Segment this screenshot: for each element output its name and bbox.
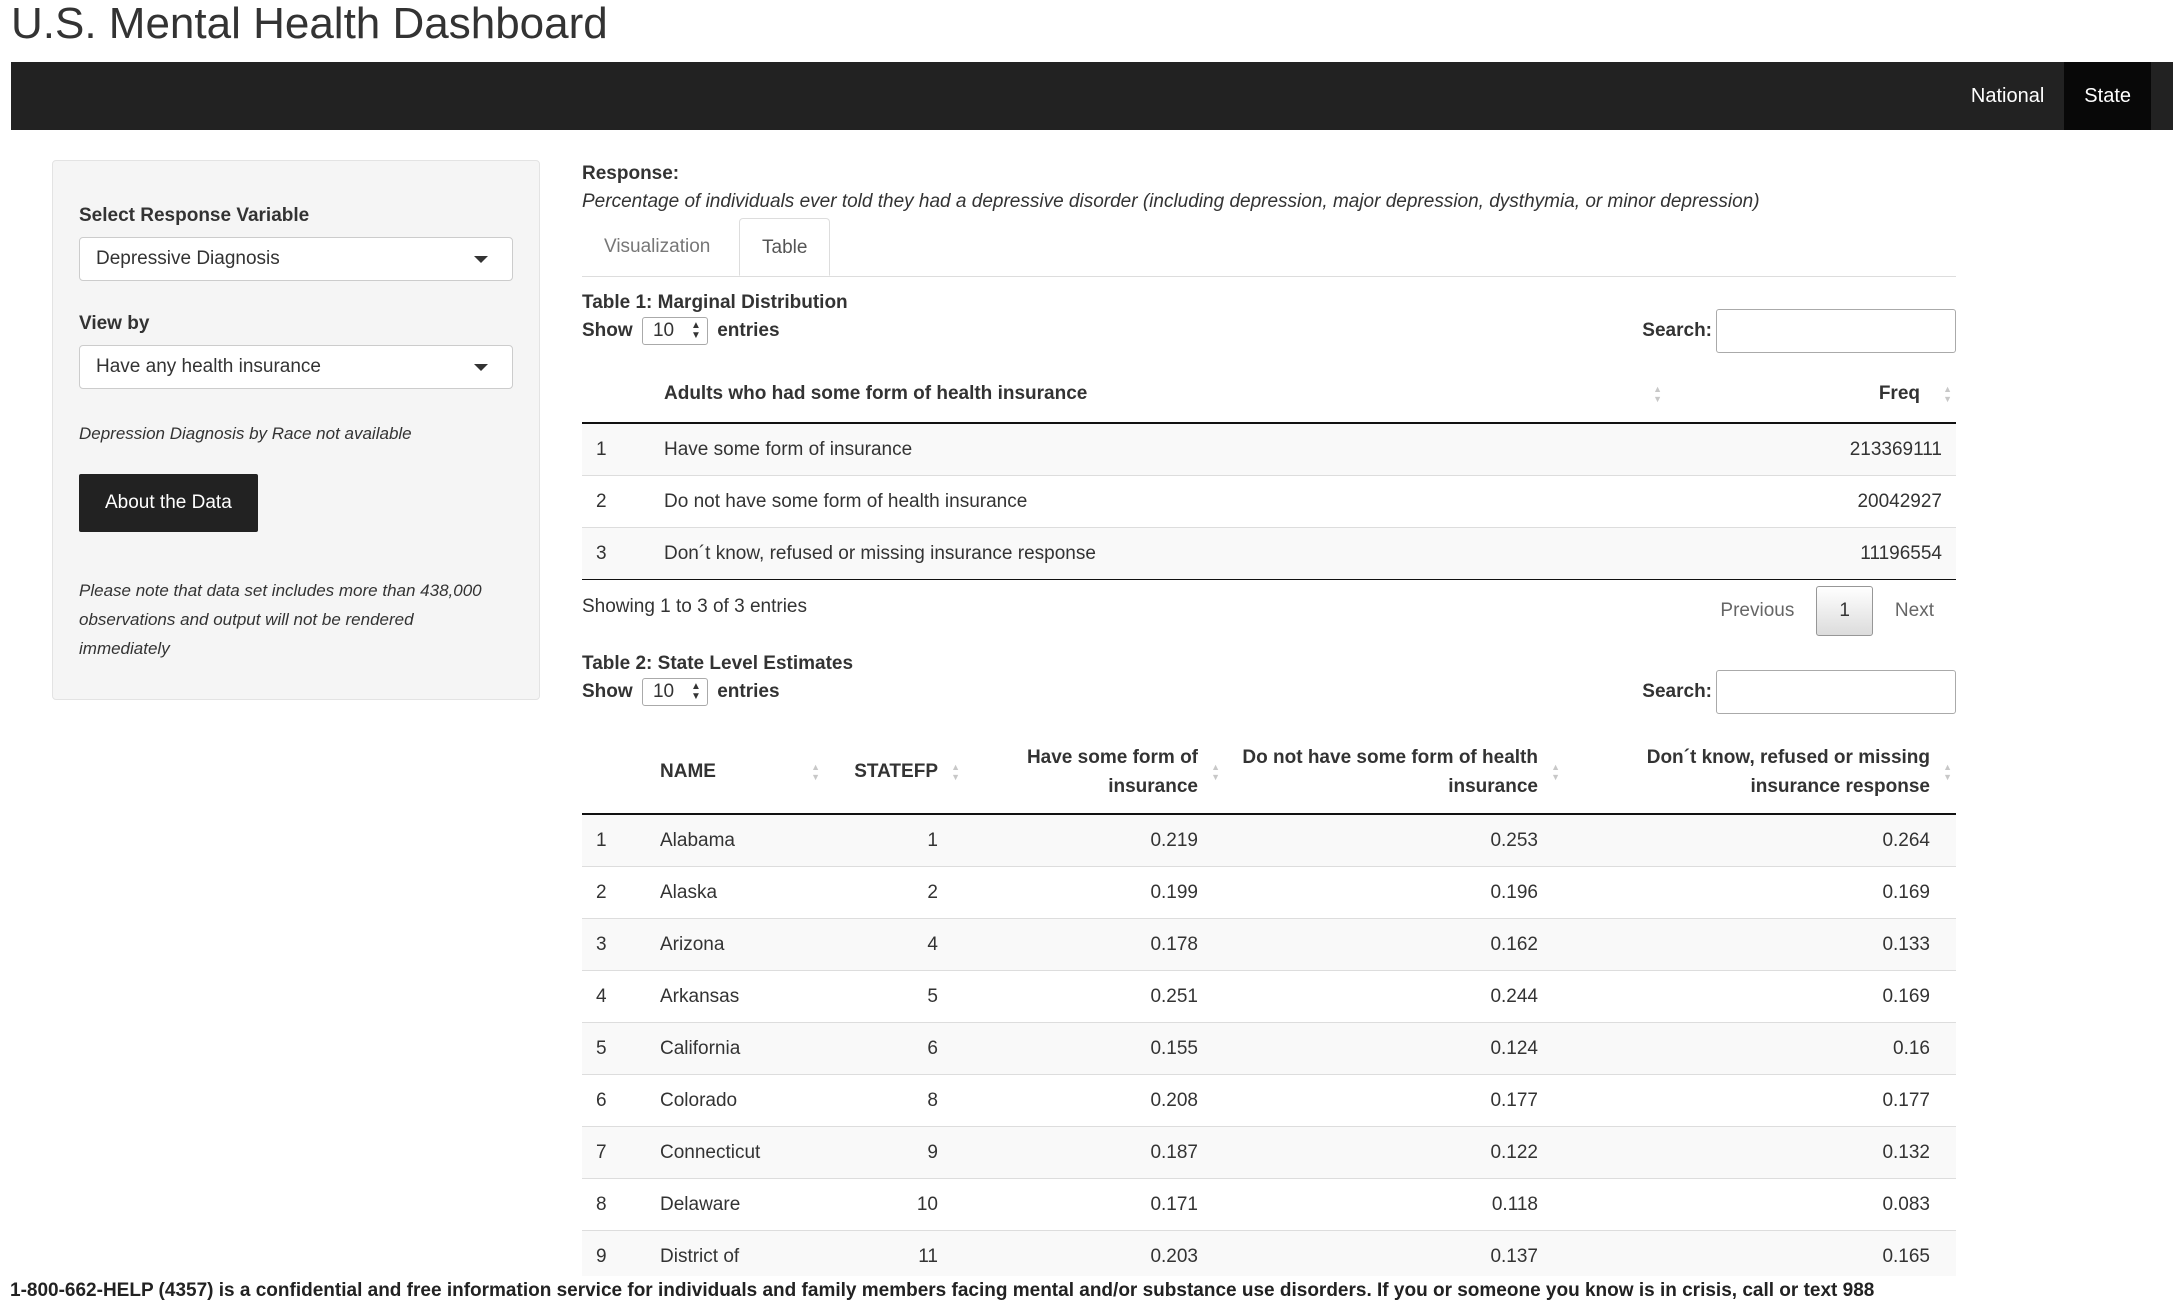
row-index: 2 <box>582 476 650 528</box>
up-down-arrows-icon: ▲ ▼ <box>691 320 701 341</box>
page-1-button[interactable]: 1 <box>1816 586 1873 636</box>
main-panel <box>582 160 1956 1276</box>
length-value: 10 <box>652 681 675 703</box>
about-data-button[interactable]: About the Data <box>79 474 258 532</box>
insurance-cell: Have some form of insurance <box>650 423 1666 476</box>
table2 <box>582 730 1956 1276</box>
up-down-arrows-icon: ▲ ▼ <box>691 681 701 703</box>
entries-label: entries <box>717 681 780 703</box>
table2-header-unknown[interactable] <box>1564 730 1956 814</box>
uninsured-cell: 0.118 <box>1224 1179 1564 1231</box>
tab-bar <box>582 218 1956 277</box>
sort-icon: ▲ ▼ <box>951 761 960 782</box>
nav-national[interactable]: National <box>1970 85 2045 107</box>
table-row <box>582 528 1956 580</box>
response-description: Percentage of individuals ever told they had a depressive disorder (including depression, major depression, dysthymia, or minor depression) <box>582 191 1760 212</box>
caret-down-icon <box>474 256 488 263</box>
app-title: U.S. Mental Health Dashboard <box>11 0 608 48</box>
table1-search-input[interactable] <box>1716 309 1956 353</box>
unknown-cell: 0.177 <box>1564 1075 1956 1127</box>
table2-search-input[interactable] <box>1716 670 1956 714</box>
statefp-cell: 1 <box>824 814 964 867</box>
race-note: Depression Diagnosis by Race not available <box>79 424 412 443</box>
crisis-hotline-footer: 1-800-662-HELP (4357) is a confidential and free information service for individuals and family members facing mental and/or substance use disorders. If you or someone you know is in crisis, call or text 988 <box>0 1276 2180 1308</box>
freq-cell: 11196554 <box>1666 528 1956 580</box>
row-index: 3 <box>582 919 646 971</box>
unknown-cell: 0.083 <box>1564 1179 1956 1231</box>
nav-state[interactable]: State <box>2064 62 2151 130</box>
state-name-cell: Colorado <box>646 1075 824 1127</box>
statefp-cell: 9 <box>824 1127 964 1179</box>
header-label: Have some form of insurance <box>1026 746 1198 797</box>
tab-table[interactable]: Table <box>739 218 830 276</box>
table1-title: Table 1: Marginal Distribution <box>582 292 848 313</box>
table-row <box>582 814 1956 867</box>
table2-length-control <box>582 678 1956 706</box>
table-row <box>582 919 1956 971</box>
view-by-value: Have any health insurance <box>96 356 321 377</box>
table1-length-control <box>582 317 1956 345</box>
table-row <box>582 1179 1956 1231</box>
uninsured-cell: 0.137 <box>1224 1231 1564 1276</box>
sort-icon: ▲ ▼ <box>1943 383 1952 404</box>
view-by-select[interactable] <box>79 345 513 389</box>
table-row <box>582 971 1956 1023</box>
statefp-cell: 8 <box>824 1075 964 1127</box>
header-label: Do not have some form of health insurance <box>1242 746 1538 797</box>
row-index: 2 <box>582 867 646 919</box>
caret-down-icon <box>474 364 488 371</box>
insured-cell: 0.187 <box>964 1127 1224 1179</box>
show-label: Show <box>582 681 633 703</box>
statefp-cell: 5 <box>824 971 964 1023</box>
state-name-cell: Arizona <box>646 919 824 971</box>
state-name-cell: Connecticut <box>646 1127 824 1179</box>
statefp-cell: 10 <box>824 1179 964 1231</box>
view-by-label: View by <box>79 313 150 334</box>
unknown-cell: 0.169 <box>1564 971 1956 1023</box>
show-label: Show <box>582 320 633 342</box>
sort-icon: ▲ ▼ <box>811 761 820 782</box>
search-label: Search: <box>1642 681 1712 703</box>
table1 <box>582 365 1956 579</box>
uninsured-cell: 0.122 <box>1224 1127 1564 1179</box>
insurance-cell: Do not have some form of health insurance <box>650 476 1666 528</box>
uninsured-cell: 0.253 <box>1224 814 1564 867</box>
table2-header-insured[interactable] <box>964 730 1224 814</box>
row-index: 1 <box>582 814 646 867</box>
response-variable-value: Depressive Diagnosis <box>96 248 280 269</box>
table2-header-name[interactable] <box>646 730 824 814</box>
insured-cell: 0.155 <box>964 1023 1224 1075</box>
insured-cell: 0.171 <box>964 1179 1224 1231</box>
table2-header-uninsured[interactable] <box>1224 730 1564 814</box>
insured-cell: 0.203 <box>964 1231 1224 1276</box>
unknown-cell: 0.165 <box>1564 1231 1956 1276</box>
statefp-cell: 2 <box>824 867 964 919</box>
row-index: 8 <box>582 1179 646 1231</box>
row-index: 1 <box>582 423 650 476</box>
tab-visualization[interactable]: Visualization <box>604 236 711 257</box>
uninsured-cell: 0.244 <box>1224 971 1564 1023</box>
state-name-cell: Delaware <box>646 1179 824 1231</box>
table1-search <box>1642 309 1956 353</box>
uninsured-cell: 0.124 <box>1224 1023 1564 1075</box>
table1-header-index <box>582 365 650 423</box>
sort-icon: ▲ ▼ <box>1943 761 1952 782</box>
table1-info: Showing 1 to 3 of 3 entries <box>582 596 807 618</box>
row-index: 7 <box>582 1127 646 1179</box>
state-name-cell: Alaska <box>646 867 824 919</box>
statefp-cell: 6 <box>824 1023 964 1075</box>
header-label: Adults who had some form of health insurance <box>664 383 1088 405</box>
state-name-cell: Alabama <box>646 814 824 867</box>
freq-cell: 20042927 <box>1666 476 1956 528</box>
previous-page-button[interactable]: Previous <box>1720 600 1795 622</box>
sort-icon: ▲ ▼ <box>1551 761 1560 782</box>
row-index: 9 <box>582 1231 646 1276</box>
state-name-cell: District of <box>646 1231 824 1276</box>
entries-label: entries <box>717 320 780 342</box>
table-row <box>582 1023 1956 1075</box>
response-heading: Response: <box>582 163 680 184</box>
search-label: Search: <box>1642 320 1712 342</box>
table2-title: Table 2: State Level Estimates <box>582 653 854 675</box>
header-label: STATEFP <box>854 761 938 783</box>
unknown-cell: 0.16 <box>1564 1023 1956 1075</box>
unknown-cell: 0.133 <box>1564 919 1956 971</box>
header-label: Freq <box>1878 383 1920 405</box>
next-page-button[interactable]: Next <box>1894 600 1934 622</box>
insurance-cell: Don´t know, refused or missing insurance response <box>650 528 1666 580</box>
uninsured-cell: 0.162 <box>1224 919 1564 971</box>
table1-header-insurance[interactable] <box>650 365 1666 423</box>
response-variable-select[interactable] <box>79 237 513 281</box>
state-name-cell: California <box>646 1023 824 1075</box>
uninsured-cell: 0.177 <box>1224 1075 1564 1127</box>
unknown-cell: 0.264 <box>1564 814 1956 867</box>
unknown-cell: 0.169 <box>1564 867 1956 919</box>
table1-pagination <box>1698 586 1956 636</box>
uninsured-cell: 0.196 <box>1224 867 1564 919</box>
row-index: 4 <box>582 971 646 1023</box>
table-row <box>582 1231 1956 1276</box>
insured-cell: 0.208 <box>964 1075 1224 1127</box>
data-size-note: Please note that data set includes more than 438,000 observations and output will not be rendered immediately <box>79 581 482 658</box>
sort-icon: ▲ ▼ <box>1653 383 1662 404</box>
table2-header-index <box>582 730 646 814</box>
insured-cell: 0.219 <box>964 814 1224 867</box>
unknown-cell: 0.132 <box>1564 1127 1956 1179</box>
header-label: Don´t know, refused or missing insurance response <box>1646 746 1930 797</box>
insured-cell: 0.251 <box>964 971 1224 1023</box>
table-row <box>582 476 1956 528</box>
header-label: NAME <box>660 761 716 783</box>
table1-length-select[interactable] <box>642 317 708 345</box>
table1-header-freq[interactable] <box>1666 365 1956 423</box>
table-row <box>582 1127 1956 1179</box>
response-variable-label: Select Response Variable <box>79 205 310 226</box>
table2-length-select[interactable] <box>642 678 708 706</box>
insured-cell: 0.199 <box>964 867 1224 919</box>
freq-cell: 213369111 <box>1666 423 1956 476</box>
statefp-cell: 11 <box>824 1231 964 1276</box>
state-name-cell: Arkansas <box>646 971 824 1023</box>
table-row <box>582 867 1956 919</box>
sidebar-panel <box>52 160 540 700</box>
table2-search <box>1642 670 1956 714</box>
length-value: 10 <box>652 320 675 341</box>
sort-icon: ▲ ▼ <box>1211 761 1220 782</box>
insured-cell: 0.178 <box>964 919 1224 971</box>
table1-footer <box>582 579 1956 642</box>
row-index: 5 <box>582 1023 646 1075</box>
table2-header-statefp[interactable] <box>824 730 964 814</box>
row-index: 3 <box>582 528 650 580</box>
top-navbar <box>11 62 2173 130</box>
table-row <box>582 1075 1956 1127</box>
statefp-cell: 4 <box>824 919 964 971</box>
row-index: 6 <box>582 1075 646 1127</box>
table-row <box>582 423 1956 476</box>
